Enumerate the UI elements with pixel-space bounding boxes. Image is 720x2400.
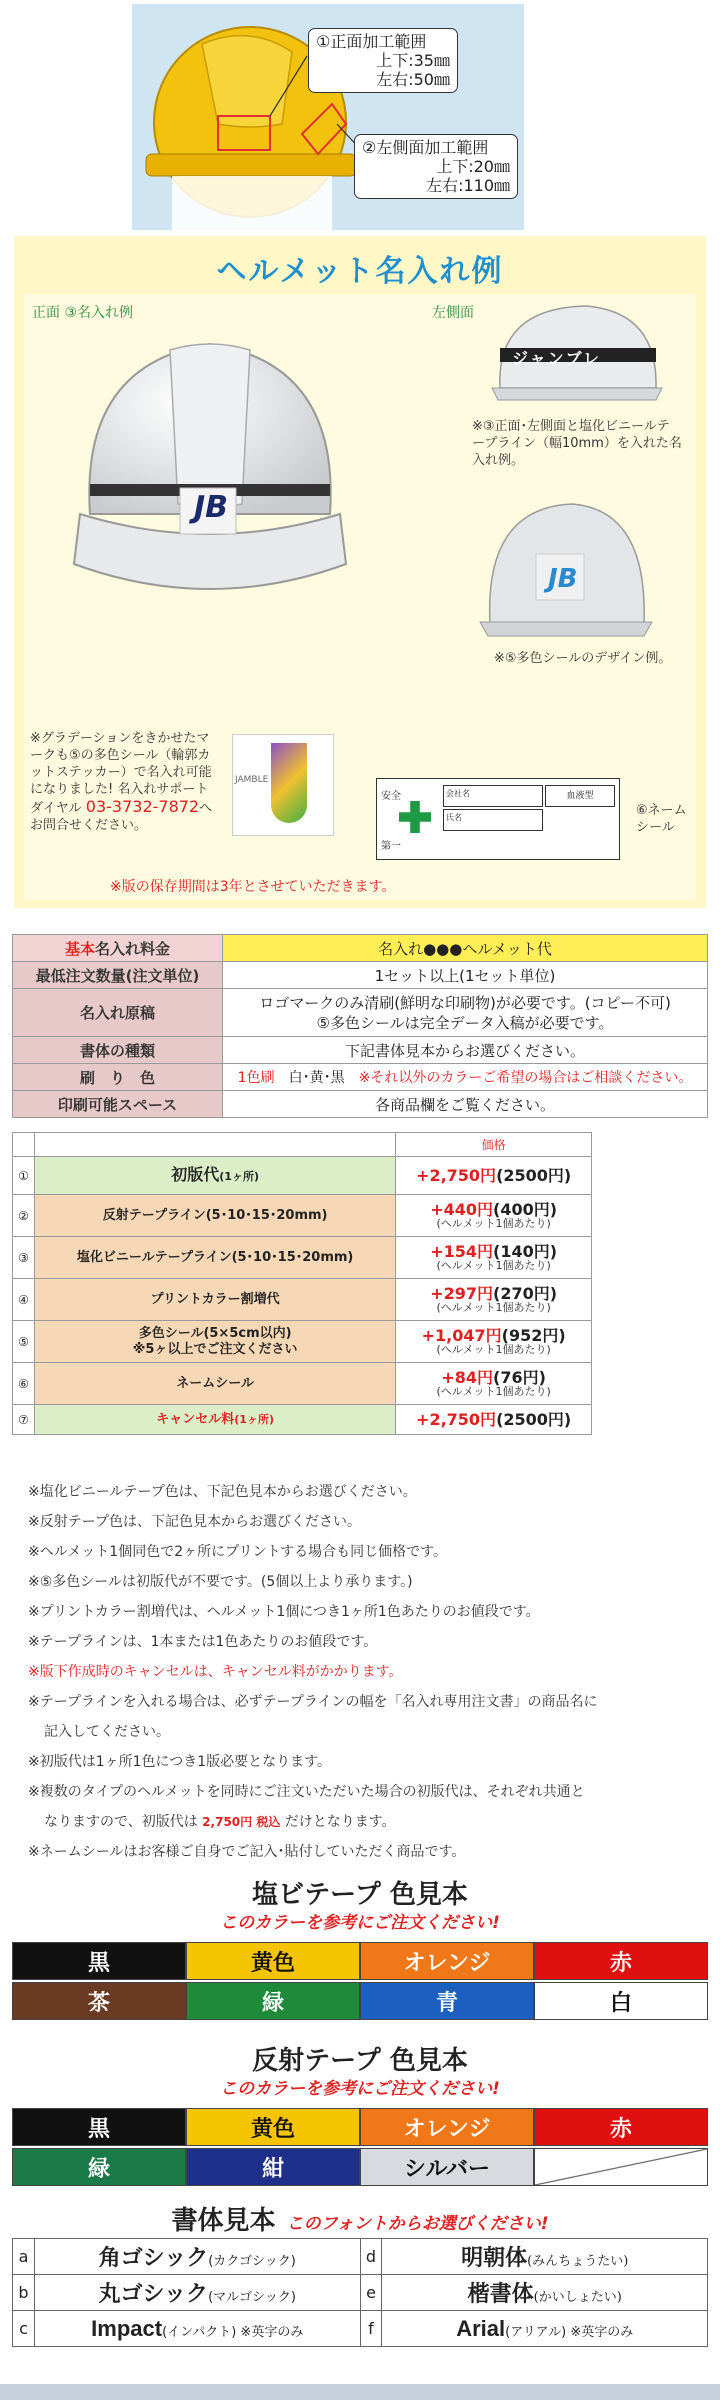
spec-value: 名入れ●●●ヘルメット代 — [223, 935, 708, 962]
price-row-price — [396, 1279, 592, 1321]
note-item: ※テープラインを入れる場合は、必ずテープラインの幅を「名入れ専用注文書」の商品名に — [28, 1694, 598, 1710]
color-swatch[interactable]: 紺 — [186, 2148, 360, 2186]
font-reading: (アリアル) ※英字のみ — [505, 2324, 634, 2340]
price-row — [13, 1405, 592, 1435]
multicolor-note: ※⑤多色シールのデザイン例。 — [494, 651, 672, 666]
price-row-number: ② — [13, 1195, 35, 1237]
bottom-strip — [0, 2384, 720, 2400]
color-swatch[interactable]: シルバー — [360, 2148, 534, 2186]
font-name: 楷書体 — [467, 2281, 534, 2307]
print-color-note: ※それ以外のカラーご希望の場合はご相談ください。 — [358, 1070, 693, 1086]
color-swatch[interactable]: 白 — [534, 1982, 708, 2020]
price-row — [13, 1363, 592, 1405]
price-row-price — [396, 1157, 592, 1195]
color-swatch[interactable]: 黄色 — [186, 1942, 360, 1980]
font-sample-heading — [0, 2200, 720, 2237]
price-header-row — [13, 1133, 592, 1157]
note-item: ※ヘルメット1個同色で2ヶ所にプリントする場合も同じ価格です。 — [28, 1544, 448, 1560]
note-first-edition-price: 2,750円 税込 — [202, 1815, 281, 1829]
color-swatch[interactable]: 青 — [360, 1982, 534, 2020]
seal-field-blood — [545, 785, 615, 807]
spec-header: 最低注文数量(注文単位) — [13, 962, 223, 989]
side-sticker-text: ジャンブレ — [512, 349, 602, 368]
price-row-price — [396, 1195, 592, 1237]
price-row-name: プリントカラー割増代 — [34, 1279, 395, 1321]
price-row-price — [396, 1405, 592, 1435]
name-seal — [376, 778, 620, 860]
color-swatch[interactable]: 緑 — [186, 1982, 360, 2020]
price-row — [13, 1157, 592, 1195]
price-tax-excluded: (2500円) — [496, 1165, 572, 1185]
price-per-helmet: (ヘルメット1個あたり) — [436, 1258, 551, 1272]
price-row-name — [34, 1157, 395, 1195]
price-value: +154円 — [430, 1241, 494, 1261]
seal-field-company — [443, 785, 543, 807]
price-row-name — [34, 1405, 395, 1435]
name-seal-label: ⑥ネームシール — [636, 803, 687, 835]
note-item: ※プリントカラー割増代は、ヘルメット1個につき1ヶ所1色あたりのお値段です。 — [28, 1604, 540, 1620]
spec-header: 名入れ原稿 — [13, 989, 223, 1037]
price-row-name-small: (1ヶ所) — [219, 1169, 259, 1183]
front-helmet-illustration — [60, 324, 360, 634]
color-swatch[interactable]: 黒 — [12, 2108, 186, 2146]
font-reading: (インパクト) ※英字のみ — [162, 2324, 304, 2340]
font-letter: a — [13, 2239, 35, 2275]
font-option-kaisho[interactable] — [382, 2275, 708, 2311]
font-letter: b — [13, 2275, 35, 2311]
spec-header: 印刷可能スペース — [13, 1091, 223, 1118]
font-reading: (カクゴシック) — [208, 2254, 296, 2269]
font-option-arial[interactable] — [382, 2311, 708, 2347]
color-swatch[interactable]: 赤 — [534, 2108, 708, 2146]
examples-title: ヘルメット名入れ例 — [216, 254, 504, 289]
price-row — [13, 1237, 592, 1279]
price-row-number: ⑥ — [13, 1363, 35, 1405]
front-range-vertical: 上下:35㎜ — [376, 51, 450, 70]
price-table — [12, 1132, 592, 1435]
side-range-callout — [354, 134, 518, 199]
price-value: +297円 — [430, 1283, 494, 1303]
price-row-price — [396, 1237, 592, 1279]
font-letter: c — [13, 2311, 35, 2347]
color-swatch[interactable]: 赤 — [534, 1942, 708, 1980]
note-item: ※反射テープ色は、下記色見本からお選びください。 — [28, 1514, 362, 1530]
front-example-label: 正面 ③名入れ例 — [32, 305, 134, 321]
reflective-color-subtitle: このカラーを参考にご注文ください! — [220, 2079, 500, 2099]
price-value: +2,750円 — [416, 1165, 497, 1185]
reflective-color-title: 反射テープ 色見本 — [252, 2046, 468, 2076]
font-name: 丸ゴシック — [98, 2282, 209, 2307]
print-color-red: 1色刷 — [237, 1070, 275, 1086]
left-side-label: 左側面 — [432, 305, 474, 321]
front-range-horizontal: 左右:50㎜ — [376, 70, 450, 89]
color-swatch[interactable]: オレンジ — [360, 2108, 534, 2146]
multicolor-logo: JB — [548, 564, 578, 594]
basic-fee-table — [12, 934, 708, 1118]
price-row-name: 反射テープライン(5･10･15･20mm) — [34, 1195, 395, 1237]
price-row-price — [396, 1321, 592, 1363]
spec-header-text: 名入れ料金 — [95, 939, 171, 958]
font-sample-title: 書体見本 — [171, 2206, 276, 2236]
price-tax-excluded: (270円) — [493, 1283, 558, 1303]
notes-list — [28, 1477, 708, 1867]
spec-basic: 基本 — [64, 939, 95, 958]
font-sample-table — [12, 2238, 708, 2347]
font-letter: d — [360, 2239, 382, 2275]
pvc-color-subtitle: このカラーを参考にご注文ください! — [220, 1913, 500, 1933]
seal-name-label: 氏名 — [446, 813, 462, 822]
font-option-maru-gothic[interactable] — [34, 2275, 360, 2311]
price-header-blank — [13, 1133, 35, 1157]
spec-value-line1: ロゴマークのみ清刷(鮮明な印刷物)が必要です。(コピー不可) — [259, 993, 671, 1012]
side-range-vertical: 上下:20㎜ — [436, 157, 510, 176]
gradient-note — [30, 730, 220, 834]
price-value: +440円 — [430, 1199, 494, 1219]
price-value: +84円 — [441, 1367, 494, 1387]
empty-swatch — [534, 2148, 708, 2186]
retention-note: ※版の保存期間は3年とさせていただきます。 — [110, 879, 396, 895]
price-row — [13, 1321, 592, 1363]
font-letter: f — [360, 2311, 382, 2347]
spec-header: 刷 り 色 — [13, 1064, 223, 1091]
gradient-note-end: へお問合せください。 — [30, 801, 213, 833]
note-item: ※ネームシールはお客様ご自身でご記入･貼付していただく商品です。 — [28, 1844, 466, 1860]
price-tax-excluded: (400円) — [493, 1199, 558, 1219]
font-option-impact[interactable] — [34, 2311, 360, 2347]
font-name: 明朝体 — [461, 2245, 528, 2271]
color-swatch[interactable]: 緑 — [12, 2148, 186, 2186]
price-row-name-small: (1ヶ所) — [234, 1412, 274, 1426]
font-sample-subtitle: このフォントからお選びください! — [286, 2214, 549, 2234]
font-option-mincho[interactable] — [382, 2239, 708, 2275]
price-value: +1,047円 — [421, 1325, 502, 1345]
price-row — [13, 1279, 592, 1321]
price-row-name-text: 初版代 — [171, 1164, 220, 1184]
jamble-logo — [232, 734, 334, 836]
font-name: Impact — [91, 2315, 163, 2341]
spec-value: 各商品欄をご覧ください。 — [223, 1091, 708, 1118]
font-option-kaku-gothic[interactable] — [34, 2239, 360, 2275]
spec-value-line2: ⑤多色シールは完全データ入稿が必要です。 — [316, 1013, 614, 1032]
price-per-helmet: (ヘルメット1個あたり) — [436, 1384, 551, 1398]
font-row — [13, 2275, 708, 2311]
price-header-blank2 — [34, 1133, 395, 1157]
font-row — [13, 2311, 708, 2347]
color-swatch[interactable]: 茶 — [12, 1982, 186, 2020]
note-first-edition-c: だけとなります。 — [284, 1814, 396, 1830]
spec-value: 1セット以上(1セット単位) — [223, 962, 708, 989]
spec-header — [13, 935, 223, 962]
font-reading: (マルゴシック) — [208, 2290, 296, 2305]
spec-value: 下記書体見本からお選びください。 — [223, 1037, 708, 1064]
front-range-callout — [308, 28, 458, 93]
price-row-number: ⑤ — [13, 1321, 35, 1363]
note-first-edition-a: なりますので、初版代は — [44, 1814, 198, 1830]
color-swatch[interactable]: 黒 — [12, 1942, 186, 1980]
note-item: ※複数のタイプのヘルメットを同時にご注文いただいた場合の初版代は、それぞれ共通と — [28, 1784, 585, 1800]
front-logo: JB — [194, 490, 229, 525]
note-item-continued — [28, 1807, 708, 1837]
price-header: 価格 — [396, 1133, 592, 1157]
spec-header: 書体の種類 — [13, 1037, 223, 1064]
font-letter: e — [360, 2275, 382, 2311]
helmet-processing-diagram — [132, 4, 524, 230]
name-print-examples — [14, 236, 706, 908]
spec-value — [223, 1064, 708, 1091]
note-item: ※版下作成時のキャンセルは、キャンセル料がかかります。 — [28, 1664, 403, 1680]
print-color-options: 白･黄･黒 — [288, 1070, 345, 1086]
price-row-name-text: キャンセル料 — [156, 1411, 235, 1427]
price-row-number: ① — [13, 1157, 35, 1195]
jamble-text: JAMBLE — [235, 775, 269, 785]
front-range-title: ①正面加工範囲 — [316, 32, 427, 51]
price-row — [13, 1195, 592, 1237]
seal-company-label: 会社名 — [446, 789, 470, 798]
note-item: ※⑤多色シールは初版代が不要です。(5個以上より承ります。) — [28, 1574, 413, 1590]
support-phone[interactable]: 03-3732-7872 — [85, 797, 200, 816]
price-row-name-text: 多色シール(5×5cm以内) — [138, 1325, 292, 1341]
price-row-name: ネームシール — [34, 1363, 395, 1405]
font-reading: (かいしょたい) — [533, 2290, 622, 2305]
gradient-note-text: ※グラデーションをきかせたマークも⑤の多色シール（輪郭カットステッカー）で名入れ可能になりました! 名入れサポートダイヤル — [30, 731, 212, 816]
spec-row — [13, 935, 708, 962]
spec-row — [13, 1037, 708, 1064]
spec-value — [223, 989, 708, 1037]
price-row-number: ③ — [13, 1237, 35, 1279]
color-swatch[interactable]: 黄色 — [186, 2108, 360, 2146]
seal-blood-label: 血液型 — [566, 791, 594, 801]
price-tax-excluded: (952円) — [501, 1325, 566, 1345]
side-example-note: ※③正面･左側面と塩化ビニールテープライン（幅10mm）を入れた名入れ例。 — [472, 419, 682, 468]
note-item: ※初版代は1ヶ所1色につき1版必要となります。 — [28, 1754, 332, 1770]
green-cross-icon — [399, 801, 431, 833]
jamble-mark — [271, 743, 307, 823]
seal-field-name — [443, 809, 543, 831]
price-per-helmet: (ヘルメット1個あたり) — [436, 1300, 551, 1314]
price-row-number: ④ — [13, 1279, 35, 1321]
examples-panel — [24, 294, 696, 900]
font-row — [13, 2239, 708, 2275]
side-range-horizontal: 左右:110㎜ — [426, 176, 510, 195]
spec-row — [13, 962, 708, 989]
seal-anzen: 安全 — [381, 791, 401, 802]
price-row-price — [396, 1363, 592, 1405]
color-swatch[interactable]: オレンジ — [360, 1942, 534, 1980]
price-tax-excluded: (140円) — [493, 1241, 558, 1261]
price-tax-excluded: (2500円) — [496, 1409, 572, 1429]
price-value: +2,750円 — [416, 1409, 497, 1429]
font-name: 角ゴシック — [98, 2246, 209, 2271]
price-row-name — [34, 1321, 395, 1363]
font-reading: (みんちょうたい) — [527, 2254, 629, 2269]
pvc-color-title: 塩ビテープ 色見本 — [252, 1880, 468, 1910]
price-per-helmet: (ヘルメット1個あたり) — [436, 1342, 551, 1356]
price-row-name-small: ※5ヶ以上でご注文ください — [132, 1341, 298, 1357]
note-item: ※テープラインは、1本または1色あたりのお値段です。 — [28, 1634, 378, 1650]
price-row-number: ⑦ — [13, 1405, 35, 1435]
price-per-helmet: (ヘルメット1個あたり) — [436, 1216, 551, 1230]
spec-row — [13, 1091, 708, 1118]
font-name: Arial — [456, 2315, 506, 2341]
note-item-continued: 記入してください。 — [44, 1724, 170, 1740]
price-row-name: 塩化ビニールテープライン(5･10･15･20mm) — [34, 1237, 395, 1279]
spec-row — [13, 1064, 708, 1091]
spec-row — [13, 989, 708, 1037]
seal-daiichi: 第一 — [381, 841, 401, 852]
side-range-title: ②左側面加工範囲 — [362, 138, 489, 157]
note-item: ※塩化ビニールテープ色は、下記色見本からお選びください。 — [28, 1484, 417, 1500]
price-tax-excluded: (76円) — [493, 1367, 546, 1387]
